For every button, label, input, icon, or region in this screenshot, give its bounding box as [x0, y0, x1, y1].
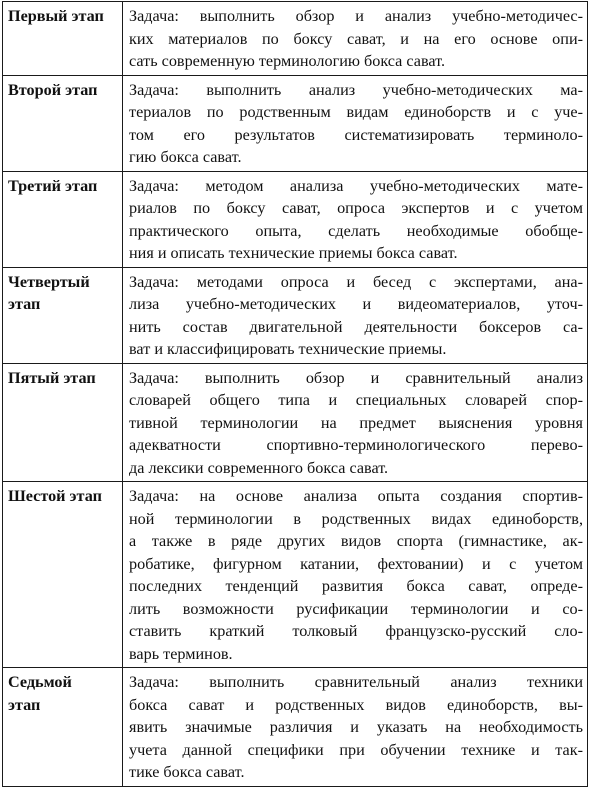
stage-name-line: Седьмой: [8, 673, 72, 691]
stage-name-cell: [3, 363, 123, 482]
table-row: [3, 2, 588, 76]
stage-name-cell: [3, 267, 123, 363]
task-line: Задача: методами опроса и бесед с экспертами, ана-: [129, 272, 583, 291]
task-line: Задача: методом анализа учебно-методических мате-: [129, 176, 583, 195]
task-line: гию бокса сават.: [129, 148, 242, 166]
task-line: варь терминов.: [129, 644, 233, 663]
task-line: словарей общего типа и специальных словарей спор-: [129, 391, 583, 409]
stage-name-line: Четвертый: [8, 272, 90, 291]
stage-name-cell: [3, 171, 123, 267]
task-line: тике бокса сават.: [129, 763, 245, 781]
stage-name-cell: [3, 75, 123, 171]
stage-task-cell: [123, 668, 588, 787]
task-line: лиза учебно-методических и видеоматериалов, уточ-: [129, 295, 583, 313]
table-row: [3, 482, 588, 668]
stage-task-cell: [123, 267, 588, 363]
stages-table: [2, 1, 588, 787]
task-line: нить состав двигательной деятельности боксеров са-: [129, 317, 583, 336]
task-line: ких материалов по боксу сават, и на его основе опи-: [129, 29, 583, 48]
stage-task-cell: [123, 363, 588, 482]
task-line: тивной терминологии на предмет выяснения уровня: [129, 413, 583, 432]
task-line: ния и описать технические приемы бокса сават.: [129, 244, 458, 262]
table-row: [3, 267, 588, 363]
task-line: явить значимые различия и указать на необходимость: [129, 718, 583, 736]
task-line: бокса сават и родственных видов единоборств, вы-: [129, 695, 583, 714]
stage-task-cell: [123, 171, 588, 267]
task-line: учета данной специфики при обучении технике и так-: [129, 740, 583, 759]
task-line: териалов по родственным видам единоборств и с уче-: [129, 103, 583, 121]
task-line: том его результатов систематизировать терминоло-: [129, 125, 583, 144]
stages-body: [3, 2, 588, 787]
task-line: ставить краткий толковый французско-русский сло-: [129, 622, 583, 640]
task-line: робатике, фигурном катании, фехтовании) и с учетом: [129, 554, 583, 573]
stage-name-cell: [3, 2, 123, 76]
task-line: Задача: выполнить обзор и сравнительный анализ: [129, 368, 583, 387]
stage-name-line: этап: [8, 295, 41, 313]
task-line: практического опыта, сделать необходимые обобще-: [129, 221, 583, 240]
table-row: [3, 75, 588, 171]
task-line: лить возможности русификации терминологии и со-: [129, 599, 583, 618]
stage-name-line: Пятый этап: [8, 368, 96, 387]
stage-name-cell: [3, 668, 123, 787]
task-line: а также в ряде других видов спорта (гимнастике, ак-: [129, 532, 583, 550]
stage-name-line: Третий этап: [8, 176, 98, 195]
stage-name-line: Шестой этап: [8, 487, 102, 505]
task-line: ват и классифицировать технические приемы.: [129, 340, 447, 358]
task-line: Задача: выполнить обзор и анализ учебно-методичес-: [129, 7, 583, 25]
stage-task-cell: [123, 75, 588, 171]
task-line: последних тенденций развития бокса сават, опреде-: [129, 577, 583, 595]
task-line: сать современную терминологию бокса сават.: [129, 52, 446, 70]
task-line: Задача: на основе анализа опыта создания спортив-: [129, 487, 583, 505]
table-row: [3, 363, 588, 482]
table-row: [3, 668, 588, 787]
stage-name-cell: [3, 482, 123, 668]
stage-task-cell: [123, 2, 588, 76]
task-line: Задача: выполнить сравнительный анализ техники: [129, 673, 583, 691]
stage-name-line: Второй этап: [8, 80, 98, 99]
stage-task-cell: [123, 482, 588, 668]
task-line: риалов по боксу сават, опроса экспертов и с учетом: [129, 199, 583, 217]
table-row: [3, 171, 588, 267]
task-line: да лексики современного бокса сават.: [129, 458, 389, 477]
task-line: адекватности спортивно-терминологического перево-: [129, 436, 583, 454]
task-line: Задача: выполнить анализ учебно-методических ма-: [129, 80, 583, 99]
stage-name-line: этап: [8, 695, 41, 714]
stage-name-line: Первый этап: [8, 7, 104, 25]
task-line: ной терминологии в родственных видах единоборств,: [129, 509, 583, 528]
